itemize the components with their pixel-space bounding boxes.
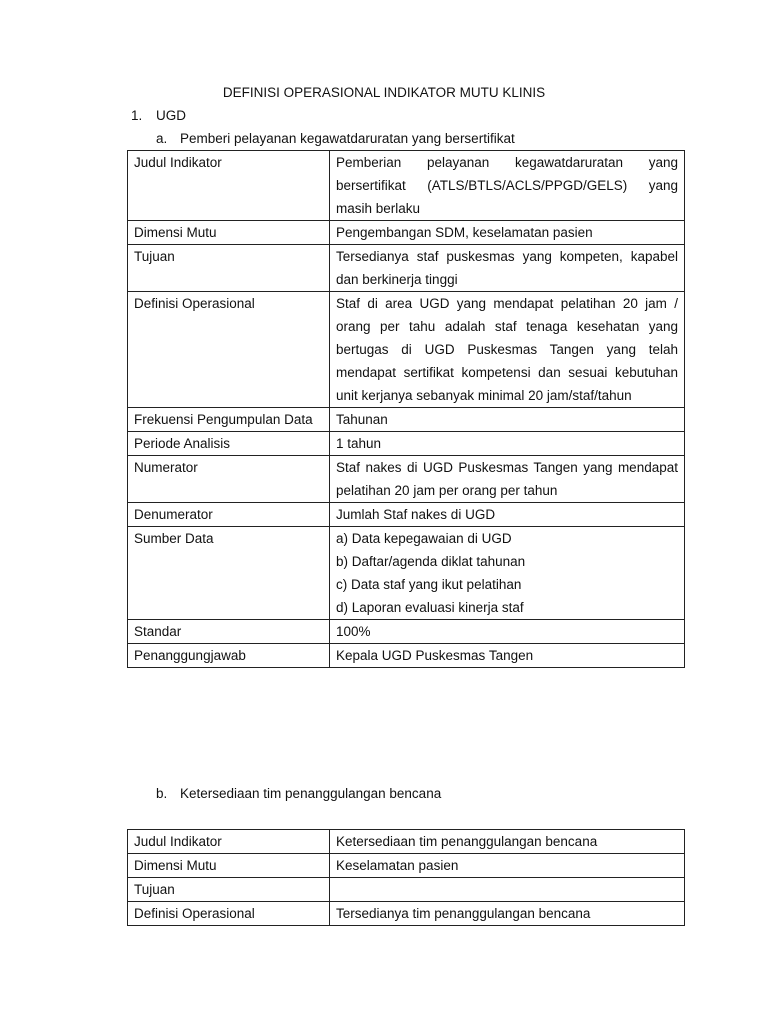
subsection-b-letter: b. — [156, 786, 168, 801]
list-item: d) Laporan evaluasi kinerja staf — [336, 600, 524, 615]
row-label: Denumerator — [128, 503, 330, 527]
row-label: Standar — [128, 620, 330, 644]
row-label: Tujuan — [128, 245, 330, 292]
table-row — [128, 432, 685, 456]
table-row — [128, 644, 685, 668]
row-label: Sumber Data — [128, 527, 330, 620]
subsection-a-letter: a. — [156, 131, 168, 146]
row-label: Numerator — [128, 456, 330, 503]
row-value: Keselamatan pasien — [330, 854, 685, 878]
subsection-a-title: Pemberi pelayanan kegawatdaruratan yang bersertifikat — [180, 131, 515, 146]
row-label: Periode Analisis — [128, 432, 330, 456]
table-row — [128, 151, 685, 221]
row-label: Dimensi Mutu — [128, 854, 330, 878]
row-label: Dimensi Mutu — [128, 221, 330, 245]
row-value: Tersedianya staf puskesmas yang kompeten, kapabel dan berkinerja tinggi — [330, 245, 685, 292]
row-value: Staf nakes di UGD Puskesmas Tangen yang mendapat pelatihan 20 jam per orang per tahun — [330, 456, 685, 503]
row-value: 100% — [330, 620, 685, 644]
row-value: Tahunan — [330, 408, 685, 432]
row-label: Judul Indikator — [128, 151, 330, 221]
row-value: Tersedianya tim penanggulangan bencana — [330, 902, 685, 926]
table-row — [128, 503, 685, 527]
row-value-list — [330, 527, 685, 620]
list-item: b) Daftar/agenda diklat tahunan — [336, 554, 526, 569]
row-label: Definisi Operasional — [128, 292, 330, 408]
subsection-b-heading — [156, 782, 441, 805]
indicator-table-b — [127, 829, 685, 926]
table-row — [128, 221, 685, 245]
row-value: Staf di area UGD yang mendapat pelatihan 20 jam / orang per tahu adalah staf tenaga kesehatan yang bertugas di UGD Puskesmas Tangen yang telah mendapat sertifikat kompetensi dan sesuai kebutuhan unit kerjanya sebanyak minimal 20 jam/staf/tahun — [330, 292, 685, 408]
section-number: 1. — [131, 108, 143, 123]
table-row — [128, 878, 685, 902]
row-label: Tujuan — [128, 878, 330, 902]
row-label: Definisi Operasional — [128, 902, 330, 926]
row-label: Frekuensi Pengumpulan Data — [128, 408, 330, 432]
row-value: Pemberian pelayanan kegawatdaruratan yang bersertifikat (ATLS/BTLS/ACLS/PPGD/GELS) yang masih berlaku — [330, 151, 685, 221]
indicator-table-a — [127, 150, 685, 668]
table-row — [128, 620, 685, 644]
row-value — [330, 878, 685, 902]
subsection-b-title: Ketersediaan tim penanggulangan bencana — [180, 786, 442, 801]
row-value: Kepala UGD Puskesmas Tangen — [330, 644, 685, 668]
table-row — [128, 854, 685, 878]
table-row — [128, 245, 685, 292]
document-title: DEFINISI OPERASIONAL INDIKATOR MUTU KLINIS — [222, 85, 546, 100]
table-row — [128, 527, 685, 620]
row-value: Ketersediaan tim penanggulangan bencana — [330, 830, 685, 854]
row-value: 1 tahun — [330, 432, 685, 456]
row-value: Pengembangan SDM, keselamatan pasien — [330, 221, 685, 245]
list-item: a) Data kepegawaian di UGD — [336, 531, 512, 546]
row-value: Jumlah Staf nakes di UGD — [330, 503, 685, 527]
table-row — [128, 830, 685, 854]
list-item: c) Data staf yang ikut pelatihan — [336, 577, 522, 592]
subsection-a-heading — [156, 127, 515, 150]
section-label: UGD — [156, 108, 186, 123]
table-row — [128, 292, 685, 408]
table-row — [128, 902, 685, 926]
row-label: Judul Indikator — [128, 830, 330, 854]
table-row — [128, 408, 685, 432]
row-label: Penanggungjawab — [128, 644, 330, 668]
section-heading-ugd — [131, 104, 186, 127]
table-row — [128, 456, 685, 503]
